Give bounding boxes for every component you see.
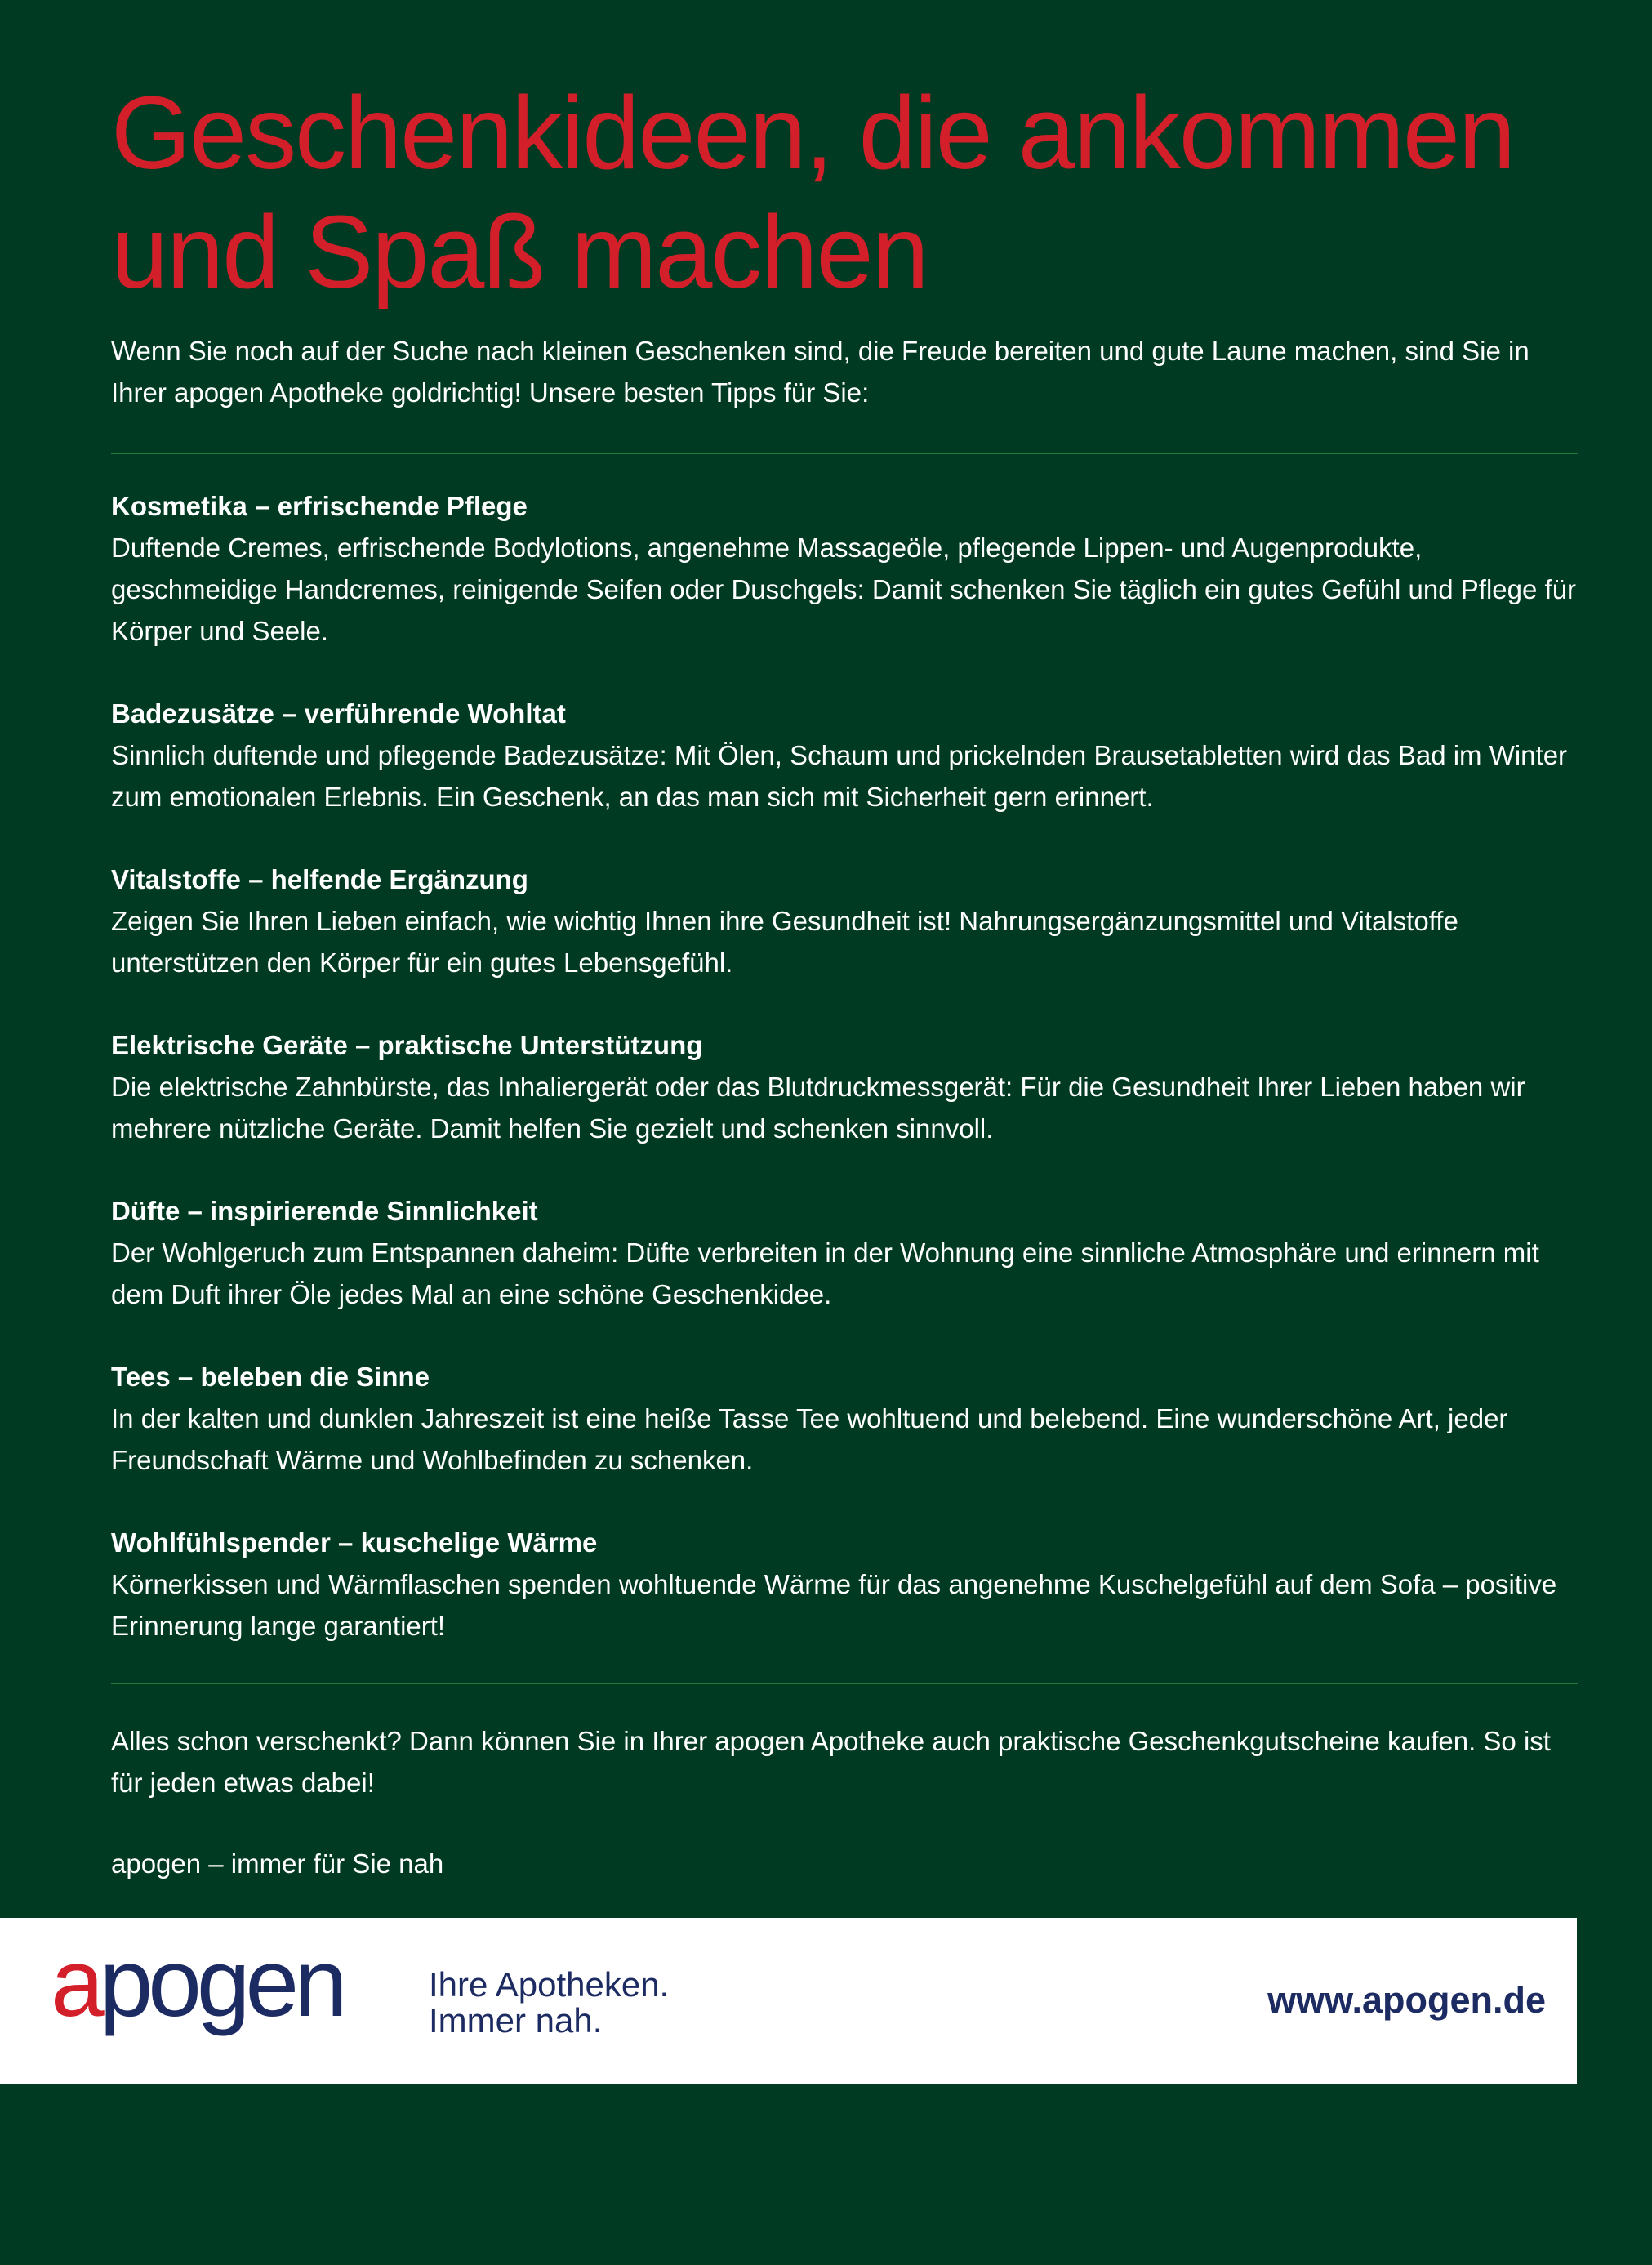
tip-badezusaetze (111, 693, 1577, 818)
tip-title: Vitalstoffe – helfende Ergänzung (111, 864, 528, 894)
tip-title: Elektrische Geräte – praktische Unterstützung (111, 1030, 703, 1060)
tip-text: Der Wohlgeruch zum Entspannen daheim: Düfte verbreiten in der Wohnung eine sinnliche Atmosphäre und erinnern mit dem Duft ihrer Öle jedes Mal an eine schöne Geschenkidee. (111, 1237, 1539, 1309)
tip-text: Sinnlich duftende und pflegende Badezusätze: Mit Ölen, Schaum und prickelnden Brausetabletten wird das Bad im Winter zum emotionalen Erlebnis. Ein Geschenk, an das man sich mit Sicherheit gern erinnert. (111, 740, 1568, 812)
headline-line-2: und Spaß machen (111, 194, 928, 310)
logo-letters-pogen: pogen (99, 1946, 343, 2037)
article (111, 74, 1577, 1884)
tips-list (111, 485, 1577, 1647)
tagline: apogen – immer für Sie nah (111, 1848, 444, 1879)
tip-wohlfuehlspender (111, 1522, 1577, 1647)
tip-duefte (111, 1190, 1577, 1315)
tip-title: Düfte – inspirierende Sinnlichkeit (111, 1196, 538, 1226)
tip-title: Badezusätze – verführende Wohltat (111, 698, 566, 729)
apogen-logo (51, 1946, 402, 2044)
slogan-line-2: Immer nah. (429, 2001, 603, 2040)
footer-banner (0, 1918, 1577, 2084)
tip-title: Wohlfühlspender – kuschelige Wärme (111, 1527, 598, 1558)
headline (111, 74, 1577, 312)
website-link[interactable]: www.apogen.de (1267, 1979, 1546, 2021)
divider-bottom (111, 1683, 1578, 1684)
tip-kosmetika (111, 485, 1577, 652)
tip-vitalstoffe (111, 858, 1577, 983)
tip-title: Kosmetika – erfrischende Pflege (111, 491, 528, 521)
tip-text: Körnerkissen und Wärmflaschen spenden wohltuende Wärme für das angenehme Kuschelgefühl auf dem Sofa – positive Erinnerung lange garantiert! (111, 1569, 1557, 1641)
tip-tees (111, 1356, 1577, 1481)
tip-elektrische-geraete (111, 1024, 1577, 1149)
closing-paragraph: Alles schon verschenkt? Dann können Sie in Ihrer apogen Apotheke auch praktische Geschenkgutscheine kaufen. So ist für jeden etwas dabei! (111, 1726, 1551, 1798)
tip-text: Die elektrische Zahnbürste, das Inhaliergerät oder das Blutdruckmessgerät: Für die Gesundheit Ihrer Lieben haben wir mehrere nützliche Geräte. Damit helfen Sie gezielt und schenken sinnvoll. (111, 1072, 1525, 1144)
logo-letter-a: a (51, 1946, 100, 2037)
slogan (429, 1967, 669, 2039)
tip-text: Duftende Cremes, erfrischende Bodylotions, angenehme Massageöle, pflegende Lippen- und Augenprodukte, geschmeidige Handcremes, reinigende Seifen oder Duschgels: Damit schenken Sie täglich ein gutes Gefühl und Pflege für Körper und Seele. (111, 533, 1577, 646)
tip-title: Tees – beleben die Sinne (111, 1362, 430, 1392)
slogan-line-1: Ihre Apotheken. (429, 1965, 670, 2004)
svg-text:apogen (51, 1946, 343, 2037)
tip-text: In der kalten und dunklen Jahreszeit ist eine heiße Tasse Tee wohltuend und belebend. Eine wunderschöne Art, jeder Freundschaft Wärme und Wohlbefinden zu schenken. (111, 1403, 1508, 1475)
headline-line-1: Geschenkideen, die ankommen (111, 75, 1515, 190)
intro-paragraph: Wenn Sie noch auf der Suche nach kleinen Geschenken sind, die Freude bereiten und gute Laune machen, sind Sie in Ihrer apogen Apotheke goldrichtig! Unsere besten Tipps für Sie: (111, 336, 1530, 408)
divider-top (111, 453, 1578, 454)
tip-text: Zeigen Sie Ihren Lieben einfach, wie wichtig Ihnen ihre Gesundheit ist! Nahrungsergänzungsmittel und Vitalstoffe unterstützen den Körper für ein gutes Lebensgefühl. (111, 906, 1458, 978)
